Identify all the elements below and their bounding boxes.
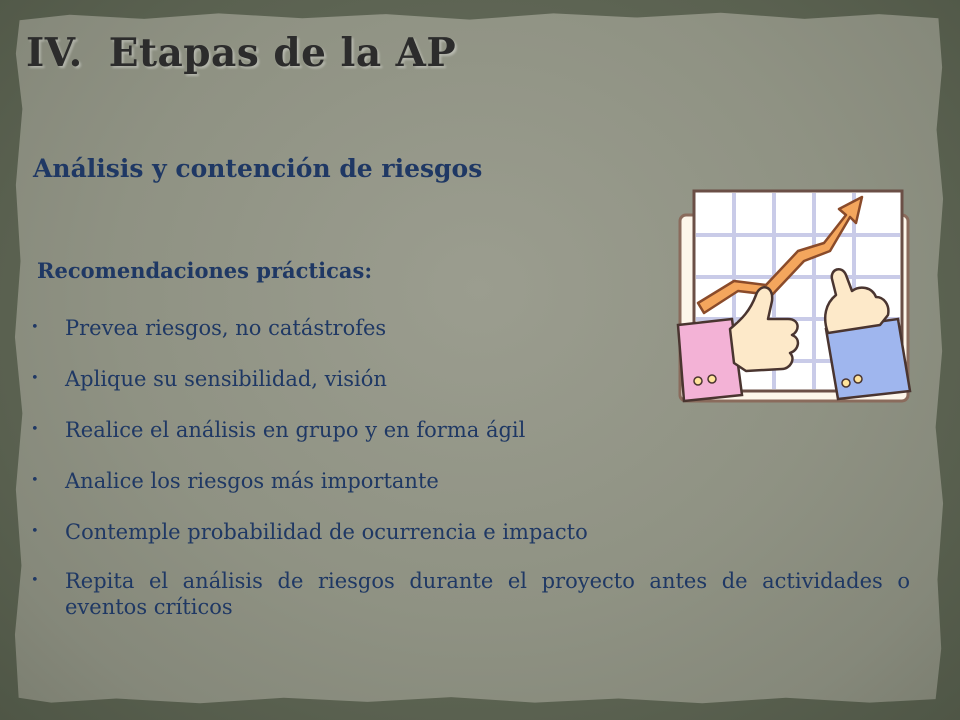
bullet-text: Prevea riesgos, no catástrofes: [65, 316, 387, 340]
bullet-icon: •: [31, 320, 39, 335]
slide-subtitle: Análisis y contención de riesgos: [33, 154, 483, 183]
list-item: [28, 517, 910, 547]
list-item: [28, 466, 910, 496]
bullet-icon: •: [31, 422, 39, 437]
list-item: [28, 568, 910, 620]
list-item: [28, 415, 910, 445]
title-text: Etapas de la AP: [108, 30, 457, 76]
title-number: IV.: [26, 30, 83, 76]
growth-chart-thumbs-up-icon: [676, 185, 922, 407]
slide-title: [26, 30, 456, 76]
bullet-text: Analice los riesgos más importante: [65, 469, 439, 493]
bullet-icon: •: [31, 573, 39, 588]
bullet-icon: •: [31, 524, 39, 539]
bullet-icon: •: [31, 473, 39, 488]
bullet-text: Realice el análisis en grupo y en forma ágil: [65, 418, 526, 442]
bullet-text: Aplique su sensibilidad, visión: [65, 367, 387, 391]
bullet-icon: •: [31, 371, 39, 386]
bullet-text: Contemple probabilidad de ocurrencia e impacto: [65, 520, 588, 544]
section-heading: Recomendaciones prácticas:: [37, 258, 373, 283]
bullet-text: Repita el análisis de riesgos durante el proyecto antes de actividades o eventos críticos: [65, 569, 910, 619]
